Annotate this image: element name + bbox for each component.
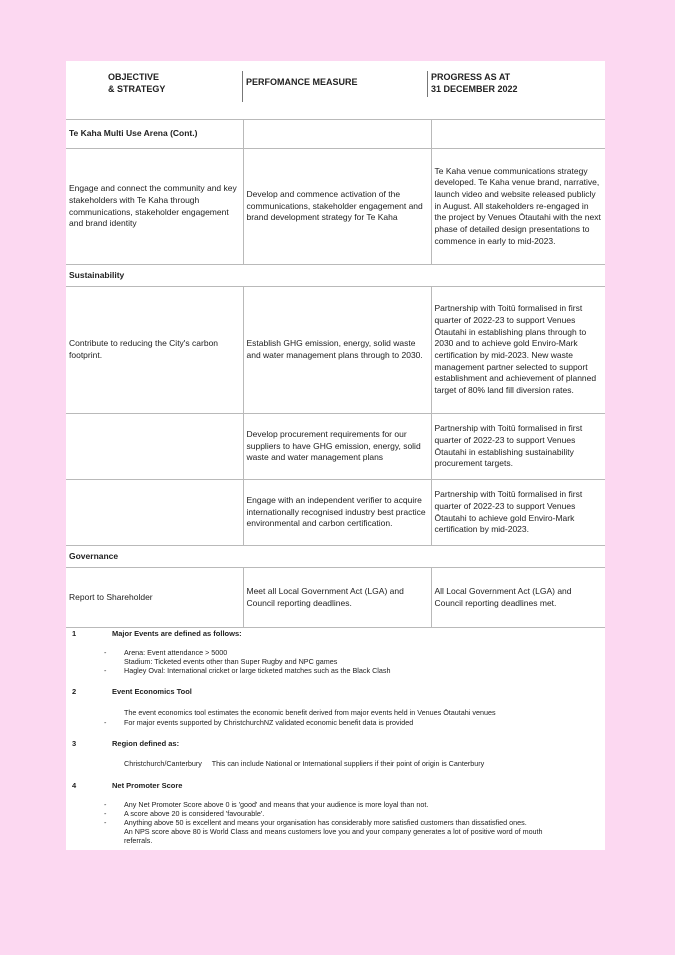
footnote-title: Net Promoter Score [112, 781, 183, 790]
footnote-line: Stadium: Ticketed events other than Super Rugby and NPC games [124, 657, 338, 666]
footnote-line: Anything above 50 is excellent and means your organisation has considerably more satisfied customers than dissatisfied ones. [124, 818, 527, 827]
measure-cell: Develop procurement requirements for our suppliers to have GHG emission, energy, solid waste and water management plans [243, 414, 431, 480]
progress-cell: Partnership with Toitū formalised in first quarter of 2022-23 to support Venues Ōtautahi in establishing plans through to 2030 and to achieve gold Enviro-Mark certification by mid-2023. New waste management partner selected to support establishment and achievement of planned target of 80% land fill diversion rates. [431, 287, 605, 414]
bullet: - [104, 800, 107, 809]
header-measure: PERFOMANCE MEASURE [242, 71, 358, 102]
table-header [66, 61, 605, 119]
progress-cell: Partnership with Toitū formalised in first quarter of 2022-23 to support Venues Ōtautahi in establishing sustainability procurement targets. [431, 414, 605, 480]
section-title: Te Kaha Multi Use Arena (Cont.) [66, 120, 243, 149]
bullet: - [104, 648, 107, 657]
objective-cell [66, 480, 243, 546]
objective-cell: Engage and connect the community and key stakeholders with Te Kaha through communications, stakeholder engagement and brand identity [66, 149, 243, 265]
footnote-line: Hagley Oval: International cricket or large ticketed matches such as the Black Clash [124, 666, 391, 675]
progress-cell: Partnership with Toitū formalised in first quarter of 2022-23 to support Venues Ōtautahi to achieve gold Enviro-Mark certification by mid-2023. [431, 480, 605, 546]
header-objective [108, 71, 165, 95]
header-objective-line1: OBJECTIVE [108, 72, 160, 82]
header-progress-line1: PROGRESS AS AT [431, 72, 511, 82]
footnote-line: Any Net Promoter Score above 0 is 'good' and means that your audience is more loyal than not. [124, 800, 429, 809]
measure-cell: Develop and commence activation of the communications, stakeholder engagement and brand development strategy for Te Kaha [243, 149, 431, 265]
footnote-line: Arena: Event attendance > 5000 [124, 648, 228, 657]
objectives-table [66, 119, 605, 628]
measure-cell: Establish GHG emission, energy, solid waste and water management plans through to 2030. [243, 287, 431, 414]
footnote-title: Event Economics Tool [112, 687, 192, 696]
footnote-line: The event economics tool estimates the economic benefit derived from major events held in Venues Ōtautahi venues [124, 708, 496, 717]
table-row [66, 149, 605, 265]
footnote-number: 2 [72, 687, 77, 696]
section-row-governance [66, 546, 605, 568]
document-page [66, 61, 605, 850]
table-row [66, 414, 605, 480]
bullet: - [104, 809, 107, 818]
progress-cell: Te Kaha venue communications strategy developed. Te Kaha venue brand, narrative, launch video and website released publicly in August. All stakeholders re-engaged in the project by Venues Ōtautahi with the next phase of detailed design presentations to commence in early to mid-2023. [431, 149, 605, 265]
footnote-title: Region defined as: [112, 739, 180, 748]
footnote-number: 1 [72, 629, 77, 638]
table-row [66, 568, 605, 628]
measure-cell: Engage with an independent verifier to acquire internationally recognised industry best practice environmental and carbon certification. [243, 480, 431, 546]
section-title: Governance [66, 546, 605, 568]
header-progress [427, 71, 518, 97]
footnote-title: Major Events are defined as follows: [112, 629, 242, 638]
measure-cell: Meet all Local Government Act (LGA) and Council reporting deadlines. [243, 568, 431, 628]
footnote-number: 3 [72, 739, 77, 748]
header-objective-line2: & STRATEGY [108, 84, 166, 94]
footnote-line: referrals. [124, 836, 153, 845]
footnote-line: Christchurch/Canterbury This can include National or International suppliers if their point of origin is Canterbury [124, 759, 485, 768]
header-progress-line2: 31 DECEMBER 2022 [431, 84, 518, 94]
objective-cell [66, 414, 243, 480]
footnote-line: For major events supported by ChristchurchNZ validated economic benefit data is provided [124, 718, 414, 727]
objective-cell: Contribute to reducing the City's carbon footprint. [66, 287, 243, 414]
footnote-line: A score above 20 is considered 'favourable'. [124, 809, 265, 818]
section-title: Sustainability [66, 265, 605, 287]
footnote-line: An NPS score above 80 is World Class and means customers love you and your company generates a lot of positive word of mouth [124, 827, 543, 836]
bullet: - [104, 666, 107, 675]
section-row-te-kaha [66, 120, 605, 149]
footnote-number: 4 [72, 781, 77, 790]
section-row-sustainability [66, 265, 605, 287]
table-row [66, 480, 605, 546]
bullet: - [104, 818, 107, 827]
table-row [66, 287, 605, 414]
progress-cell: All Local Government Act (LGA) and Council reporting deadlines met. [431, 568, 605, 628]
bullet: - [104, 718, 107, 727]
objective-cell: Report to Shareholder [66, 568, 243, 628]
